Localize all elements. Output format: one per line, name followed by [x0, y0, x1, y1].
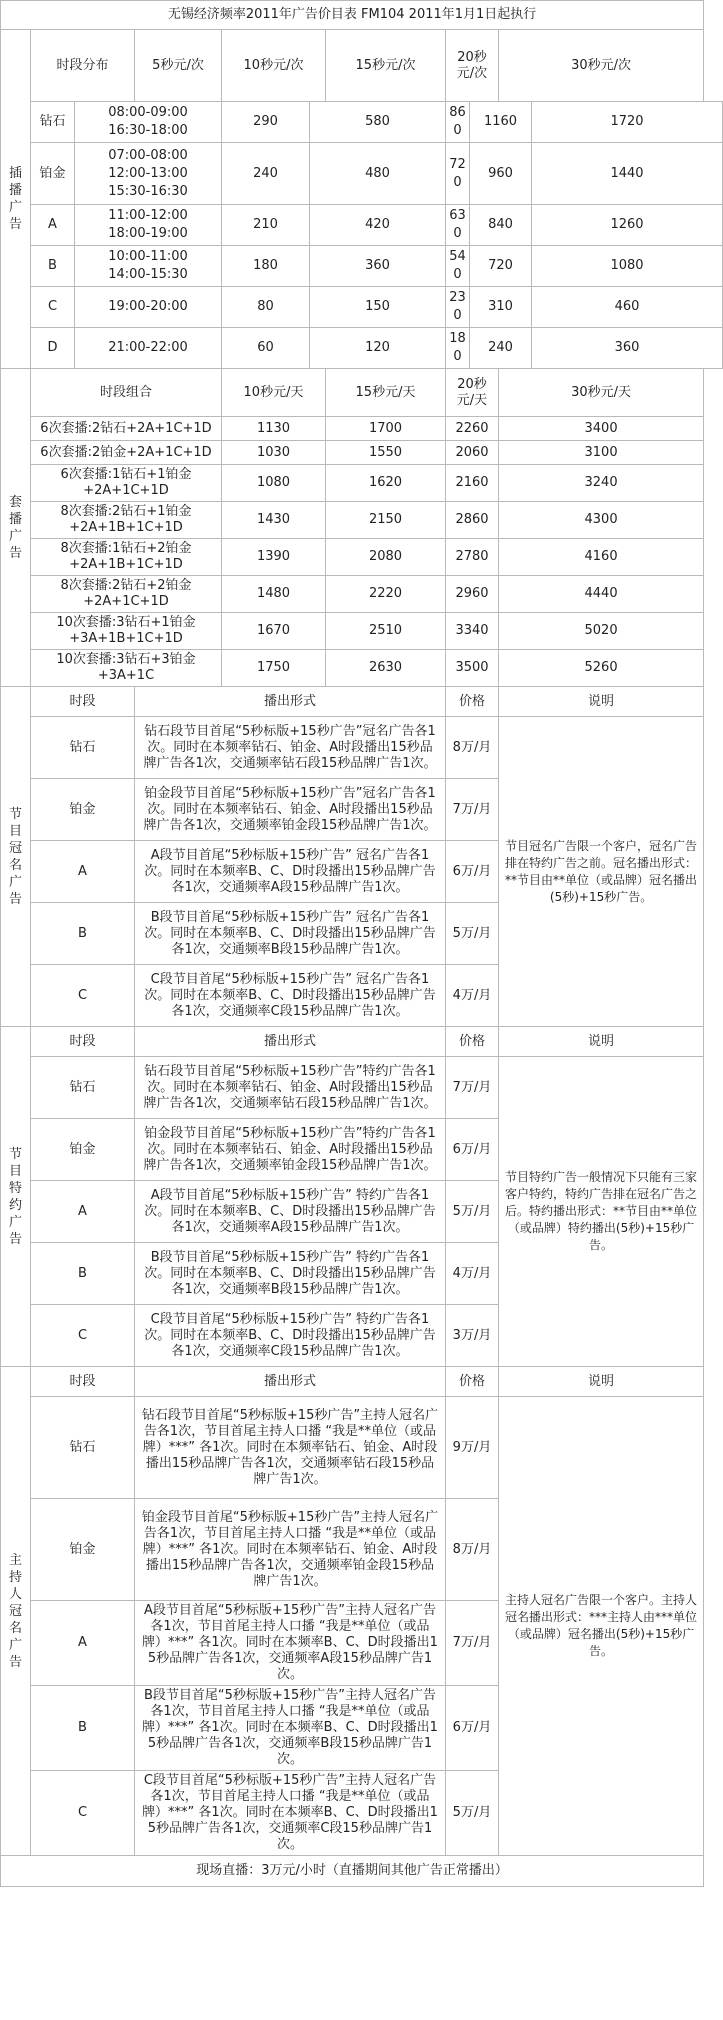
- package-combo: 10次套播:3钻石+1铂金 +3A+1B+1C+1D: [31, 613, 222, 650]
- price-value: 9万/月: [446, 1397, 499, 1499]
- price-value: 3340: [446, 613, 499, 650]
- price-value: 2960: [446, 576, 499, 613]
- price-value: 120: [310, 328, 446, 369]
- table-row: [1, 502, 723, 539]
- broadcast-form: C段节目首尾“5秒标版+15秒广告” 特约广告各1次。同时在本频率B、C、D时段播出15秒品牌广告各1次，交通频率C段15秒品牌广告1次。: [135, 1305, 446, 1367]
- description-note: 主持人冠名广告限一个客户。主持人冠名播出形式：***主持人由***单位（或品牌）冠名播出(5秒)+15秒广告。: [499, 1397, 704, 1856]
- broadcast-form: 铂金段节目首尾“5秒标版+15秒广告”冠名广告各1次。同时在本频率钻石、铂金、A时段播出15秒品牌广告各1次，交通频率铂金段15秒品牌广告1次。: [135, 779, 446, 841]
- price-value: 80: [222, 287, 310, 328]
- column-header: 说明: [499, 687, 704, 717]
- price-value: 2080: [326, 539, 446, 576]
- price-value: 960: [470, 143, 532, 205]
- column-header: 价格: [446, 687, 499, 717]
- table-row: [1, 441, 723, 465]
- table-row: [1, 287, 723, 328]
- table-row: [1, 102, 723, 143]
- price-value: 7万/月: [446, 1057, 499, 1119]
- price-value: 3400: [499, 417, 704, 441]
- price-value: 8万/月: [446, 1499, 499, 1601]
- column-header: 时段: [31, 1027, 135, 1057]
- table-row: [1, 417, 723, 441]
- price-value: 60: [222, 328, 310, 369]
- column-header: 10秒元/天: [222, 369, 326, 417]
- price-value: 1260: [532, 205, 723, 246]
- grade-label: C: [31, 965, 135, 1027]
- grade-label: C: [31, 287, 75, 328]
- price-value: 540: [446, 246, 470, 287]
- table-row: [1, 1, 723, 30]
- broadcast-form: B段节目首尾“5秒标版+15秒广告” 特约广告各1次。同时在本频率B、C、D时段播出15秒品牌广告各1次，交通频率B段15秒品牌广告1次。: [135, 1243, 446, 1305]
- price-value: 360: [310, 246, 446, 287]
- table-row: [1, 1027, 723, 1057]
- column-header: 时段: [31, 1367, 135, 1397]
- price-value: 1620: [326, 465, 446, 502]
- table-row: [1, 576, 723, 613]
- price-value: 5万/月: [446, 1771, 499, 1856]
- column-header: 时段分布: [31, 30, 135, 102]
- price-value: 1750: [222, 650, 326, 687]
- price-value: 720: [470, 246, 532, 287]
- price-value: 1720: [532, 102, 723, 143]
- column-header: 价格: [446, 1367, 499, 1397]
- column-header: 5秒元/次: [135, 30, 222, 102]
- price-value: 230: [446, 287, 470, 328]
- price-value: 3100: [499, 441, 704, 465]
- table-row: [1, 1057, 723, 1119]
- table-row: [1, 205, 723, 246]
- price-value: 580: [310, 102, 446, 143]
- grade-label: 铂金: [31, 1499, 135, 1601]
- time-range: 11:00-12:00 18:00-19:00: [75, 205, 222, 246]
- price-value: 1700: [326, 417, 446, 441]
- price-value: 6万/月: [446, 1686, 499, 1771]
- price-value: 6万/月: [446, 841, 499, 903]
- broadcast-form: 铂金段节目首尾“5秒标版+15秒广告”特约广告各1次。同时在本频率钻石、铂金、A时段播出15秒品牌广告各1次，交通频率铂金段15秒品牌广告1次。: [135, 1119, 446, 1181]
- package-combo: 8次套播:2钻石+1铂金 +2A+1B+1C+1D: [31, 502, 222, 539]
- package-combo: 8次套播:2钻石+2铂金 +2A+1C+1D: [31, 576, 222, 613]
- column-header: 30秒元/天: [499, 369, 704, 417]
- package-combo: 10次套播:3钻石+3铂金 +3A+1C: [31, 650, 222, 687]
- broadcast-form: C段节目首尾“5秒标版+15秒广告”主持人冠名广告各1次，节目首尾主持人口播 “我是**单位（或品牌）***” 各1次。同时在本频率B、C、D时段播出15秒品牌广告各1次，交通频率C段15秒品牌广告1次。: [135, 1771, 446, 1856]
- price-value: 2780: [446, 539, 499, 576]
- price-value: 4万/月: [446, 1243, 499, 1305]
- price-value: 7万/月: [446, 779, 499, 841]
- price-value: 7万/月: [446, 1601, 499, 1686]
- price-value: 1430: [222, 502, 326, 539]
- time-range: 08:00-09:00 16:30-18:00: [75, 102, 222, 143]
- price-value: 1670: [222, 613, 326, 650]
- table-row: [1, 1856, 723, 1887]
- broadcast-form: A段节目首尾“5秒标版+15秒广告”主持人冠名广告各1次，节目首尾主持人口播 “我是**单位（或品牌）***” 各1次。同时在本频率B、C、D时段播出15秒品牌广告各1次，交通频率A段15秒品牌广告1次。: [135, 1601, 446, 1686]
- price-value: 2220: [326, 576, 446, 613]
- section-label-section4: 节 目 特 约 广 告: [1, 1027, 31, 1367]
- column-header: 时段组合: [31, 369, 222, 417]
- price-value: 1440: [532, 143, 723, 205]
- price-value: 2160: [446, 465, 499, 502]
- time-range: 10:00-11:00 14:00-15:30: [75, 246, 222, 287]
- table-row: [1, 717, 723, 779]
- broadcast-form: 钻石段节目首尾“5秒标版+15秒广告”主持人冠名广告各1次，节目首尾主持人口播 “我是**单位（或品牌）***” 各1次。同时在本频率钻石、铂金、A时段播出15秒品牌广告各1次，交通频率钻石段15秒品牌广告1次。: [135, 1397, 446, 1499]
- price-value: 3500: [446, 650, 499, 687]
- grade-label: B: [31, 903, 135, 965]
- price-value: 360: [532, 328, 723, 369]
- time-range: 19:00-20:00: [75, 287, 222, 328]
- column-header: 说明: [499, 1367, 704, 1397]
- price-value: 1160: [470, 102, 532, 143]
- price-value: 1080: [222, 465, 326, 502]
- grade-label: 铂金: [31, 779, 135, 841]
- price-value: 4300: [499, 502, 704, 539]
- table-row: [1, 613, 723, 650]
- price-value: 1480: [222, 576, 326, 613]
- price-value: 3万/月: [446, 1305, 499, 1367]
- price-value: 3240: [499, 465, 704, 502]
- column-header: 说明: [499, 1027, 704, 1057]
- price-value: 8万/月: [446, 717, 499, 779]
- grade-label: C: [31, 1771, 135, 1856]
- price-value: 310: [470, 287, 532, 328]
- table-row: [1, 30, 723, 102]
- table-row: [1, 369, 723, 417]
- table-row: [1, 465, 723, 502]
- table-row: [1, 143, 723, 205]
- price-value: 2860: [446, 502, 499, 539]
- broadcast-form: 铂金段节目首尾“5秒标版+15秒广告”主持人冠名广告各1次，节目首尾主持人口播 “我是**单位（或品牌）***” 各1次。同时在本频率钻石、铂金、A时段播出15秒品牌广告各1次，交通频率铂金段15秒品牌广告1次。: [135, 1499, 446, 1601]
- price-value: 240: [222, 143, 310, 205]
- price-value: 420: [310, 205, 446, 246]
- price-value: 2510: [326, 613, 446, 650]
- grade-label: A: [31, 205, 75, 246]
- column-header: 价格: [446, 1027, 499, 1057]
- column-header: 20秒元/次: [446, 30, 499, 102]
- price-value: 2630: [326, 650, 446, 687]
- price-value: 4160: [499, 539, 704, 576]
- section-label-spot: 插 播 广 告: [1, 30, 31, 369]
- table-row: [1, 539, 723, 576]
- price-value: 1030: [222, 441, 326, 465]
- price-value: 4440: [499, 576, 704, 613]
- price-value: 1080: [532, 246, 723, 287]
- section-label-section5: 主 持 人 冠 名 广 告: [1, 1367, 31, 1856]
- package-combo: 6次套播:2铂金+2A+1C+1D: [31, 441, 222, 465]
- price-value: 240: [470, 328, 532, 369]
- package-combo: 6次套播:1钻石+1铂金 +2A+1C+1D: [31, 465, 222, 502]
- package-combo: 8次套播:1钻石+2铂金 +2A+1B+1C+1D: [31, 539, 222, 576]
- broadcast-form: 钻石段节目首尾“5秒标版+15秒广告”冠名广告各1次。同时在本频率钻石、铂金、A时段播出15秒品牌广告各1次，交通频率钻石段15秒品牌广告1次。: [135, 717, 446, 779]
- price-value: 2150: [326, 502, 446, 539]
- column-header: 播出形式: [135, 1027, 446, 1057]
- grade-label: D: [31, 328, 75, 369]
- column-header: 30秒元/次: [499, 30, 704, 102]
- section-label-package: 套 播 广 告: [1, 369, 31, 687]
- grade-label: 钻石: [31, 1397, 135, 1499]
- grade-label: B: [31, 246, 75, 287]
- column-header: 15秒元/天: [326, 369, 446, 417]
- time-range: 21:00-22:00: [75, 328, 222, 369]
- price-value: 290: [222, 102, 310, 143]
- price-value: 210: [222, 205, 310, 246]
- page-title: 无锡经济频率2011年广告价目表 FM104 2011年1月1日起执行: [1, 1, 704, 30]
- broadcast-form: 钻石段节目首尾“5秒标版+15秒广告”特约广告各1次。同时在本频率钻石、铂金、A时段播出15秒品牌广告各1次，交通频率钻石段15秒品牌广告1次。: [135, 1057, 446, 1119]
- price-value: 840: [470, 205, 532, 246]
- price-value: 180: [446, 328, 470, 369]
- grade-label: 钻石: [31, 717, 135, 779]
- grade-label: A: [31, 1601, 135, 1686]
- price-value: 4万/月: [446, 965, 499, 1027]
- table-row: [1, 328, 723, 369]
- column-header: 20秒元/天: [446, 369, 499, 417]
- price-value: 2260: [446, 417, 499, 441]
- table-row: [1, 687, 723, 717]
- grade-label: B: [31, 1686, 135, 1771]
- broadcast-form: C段节目首尾“5秒标版+15秒广告” 冠名广告各1次。同时在本频率B、C、D时段播出15秒品牌广告各1次，交通频率C段15秒品牌广告1次。: [135, 965, 446, 1027]
- price-value: 720: [446, 143, 470, 205]
- price-value: 480: [310, 143, 446, 205]
- column-header: 10秒元/次: [222, 30, 326, 102]
- table-row: [1, 1397, 723, 1499]
- column-header: 播出形式: [135, 1367, 446, 1397]
- price-value: 5万/月: [446, 903, 499, 965]
- price-value: 460: [532, 287, 723, 328]
- section-label-section3: 节 目 冠 名 广 告: [1, 687, 31, 1027]
- grade-label: A: [31, 841, 135, 903]
- description-note: 节目冠名广告限一个客户，冠名广告排在特约广告之前。冠名播出形式：**节目由**单位（或品牌）冠名播出(5秒)+15秒广告。: [499, 717, 704, 1027]
- column-header: 15秒元/次: [326, 30, 446, 102]
- price-value: 150: [310, 287, 446, 328]
- broadcast-form: B段节目首尾“5秒标版+15秒广告” 冠名广告各1次。同时在本频率B、C、D时段播出15秒品牌广告各1次，交通频率B段15秒品牌广告1次。: [135, 903, 446, 965]
- table-row: [1, 246, 723, 287]
- grade-label: 铂金: [31, 1119, 135, 1181]
- table-row: [1, 1367, 723, 1397]
- price-value: 6万/月: [446, 1119, 499, 1181]
- grade-label: A: [31, 1181, 135, 1243]
- price-value: 180: [222, 246, 310, 287]
- time-range: 07:00-08:00 12:00-13:00 15:30-16:30: [75, 143, 222, 205]
- price-value: 1550: [326, 441, 446, 465]
- table-row: [1, 650, 723, 687]
- price-value: 5万/月: [446, 1181, 499, 1243]
- price-value: 860: [446, 102, 470, 143]
- column-header: 播出形式: [135, 687, 446, 717]
- price-value: 5020: [499, 613, 704, 650]
- price-value: 1130: [222, 417, 326, 441]
- package-combo: 6次套播:2钻石+2A+1C+1D: [31, 417, 222, 441]
- broadcast-form: B段节目首尾“5秒标版+15秒广告”主持人冠名广告各1次，节目首尾主持人口播 “我是**单位（或品牌）***” 各1次。同时在本频率B、C、D时段播出15秒品牌广告各1次，交通频率B段15秒品牌广告1次。: [135, 1686, 446, 1771]
- grade-label: 钻石: [31, 1057, 135, 1119]
- broadcast-form: A段节目首尾“5秒标版+15秒广告” 冠名广告各1次。同时在本频率B、C、D时段播出15秒品牌广告各1次，交通频率A段15秒品牌广告1次。: [135, 841, 446, 903]
- price-value: 5260: [499, 650, 704, 687]
- price-value: 1390: [222, 539, 326, 576]
- grade-label: C: [31, 1305, 135, 1367]
- footer-live-broadcast: 现场直播：3万元/小时（直播期间其他广告正常播出）: [1, 1856, 704, 1887]
- column-header: 时段: [31, 687, 135, 717]
- grade-label: B: [31, 1243, 135, 1305]
- grade-label: 铂金: [31, 143, 75, 205]
- price-value: 2060: [446, 441, 499, 465]
- description-note: 节目特约广告一般情况下只能有三家客户特约，特约广告排在冠名广告之后。特约播出形式：**节目由**单位（或品牌）特约播出(5秒)+15秒广告。: [499, 1057, 704, 1367]
- broadcast-form: A段节目首尾“5秒标版+15秒广告” 特约广告各1次。同时在本频率B、C、D时段播出15秒品牌广告各1次，交通频率A段15秒品牌广告1次。: [135, 1181, 446, 1243]
- price-value: 630: [446, 205, 470, 246]
- grade-label: 钻石: [31, 102, 75, 143]
